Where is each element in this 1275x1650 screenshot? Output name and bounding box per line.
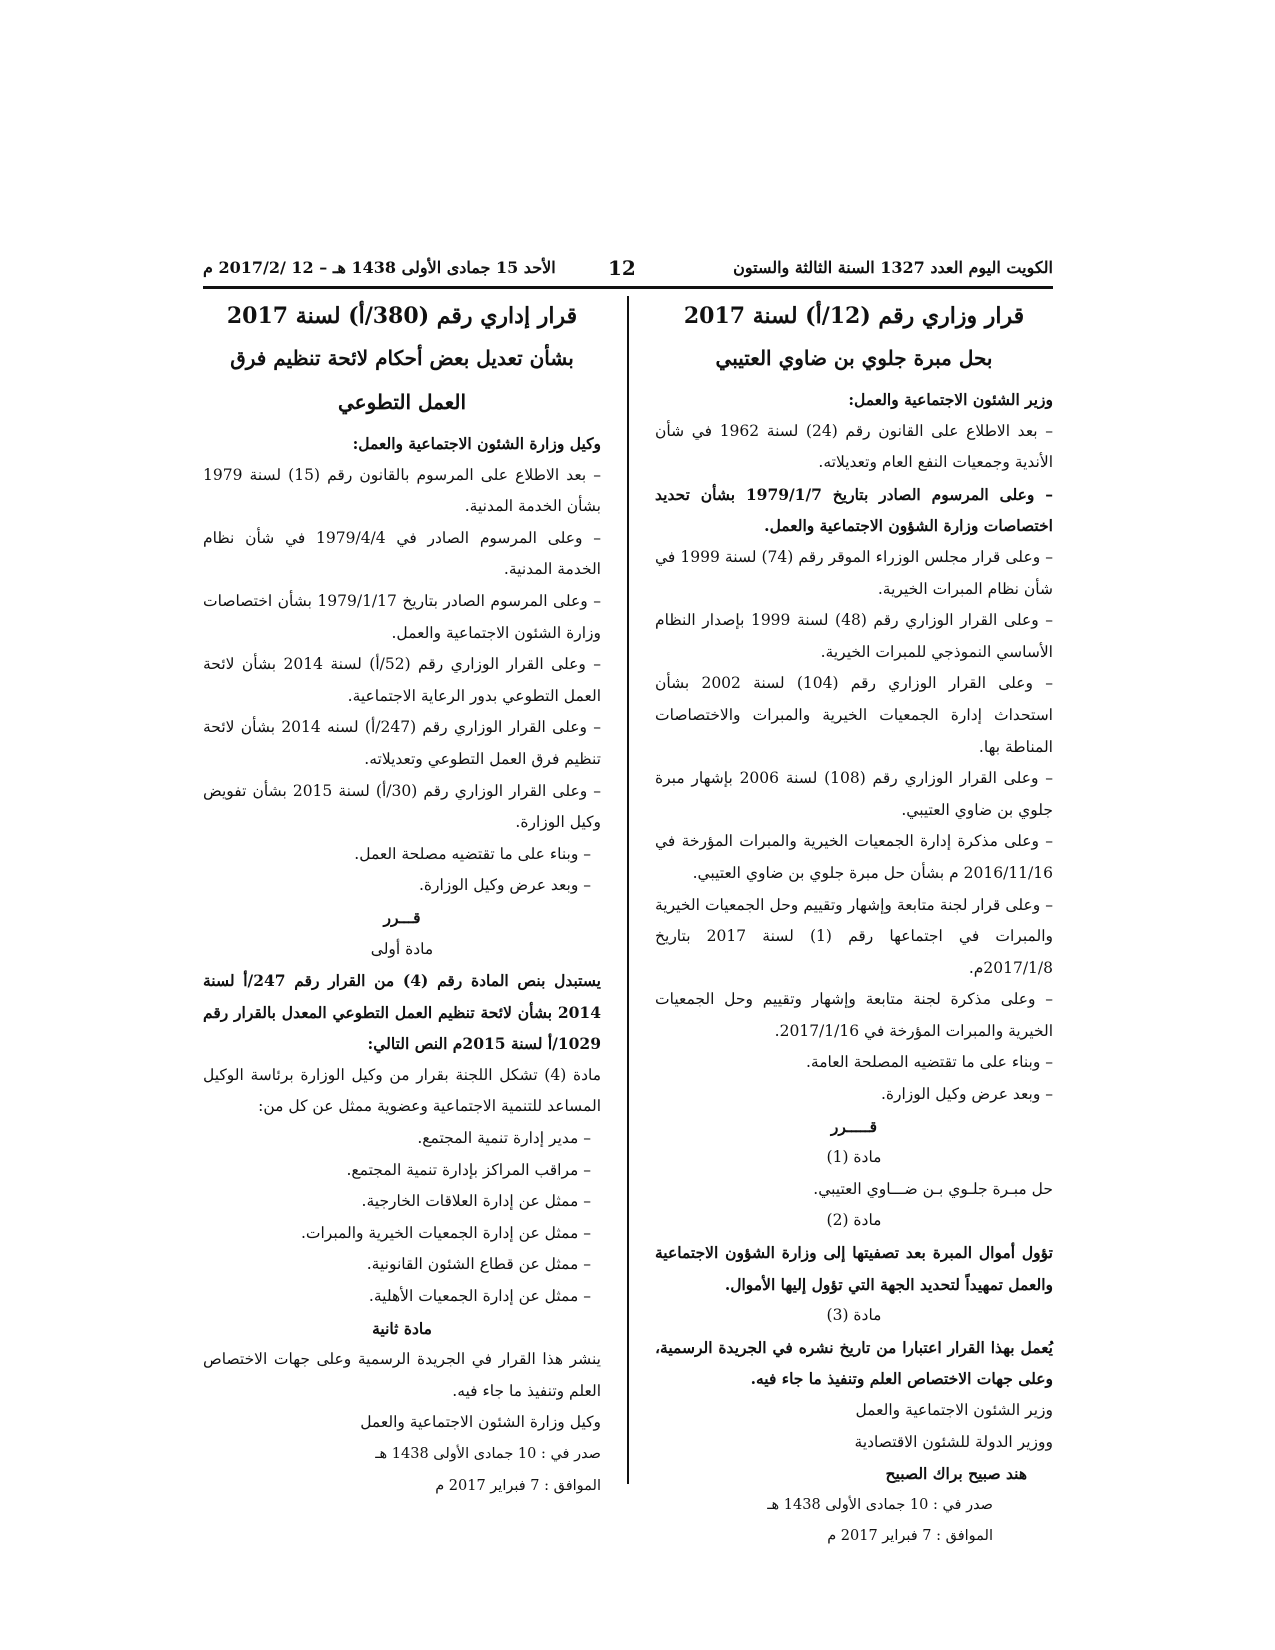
issued-hijri: صدر في : 10 جمادى الأولى 1438 هـ (767, 1496, 993, 1513)
signature-name: هند صبيح براك الصبيح (885, 1464, 1027, 1484)
clause: – وبعد عرض وكيل الوزارة. (418, 876, 591, 895)
member-item: – ممثل عن إدارة الجمعيات الأهلية. (368, 1287, 591, 1306)
issued-gregorian: الموافق : 7 فبراير 2017 م (827, 1528, 993, 1545)
member-item: – ممثل عن إدارة الجمعيات الخيرية والمبرات. (300, 1223, 591, 1242)
decree-title: قرار وزاري رقم (12/أ) لسنة 2017 (683, 303, 1025, 329)
left-column-decree (203, 296, 601, 1502)
clause: – وعلى مذكرة إدارة الجمعيات الخيرية والمبرات المؤرخة في 2016/11/16 م بشأن حل مبرة جلوي بن ضاوي العتيبي. (655, 832, 1053, 882)
clause: – بعد الاطلاع على القانون رقم (24) لسنة 1962 في شأن الأندية وجمعيات النفع العام وتعديلاته. (655, 421, 1053, 472)
decree-issuer: وزير الشئون الاجتماعية والعمل: (848, 390, 1053, 409)
article-heading: مادة (3) (826, 1306, 882, 1325)
clause: – وعلى القرار الوزاري رقم (247/أ) لسنه 2014 بشأن لائحة تنظيم فرق العمل التطوعي وتعديلاته. (203, 718, 601, 768)
clause: – وبناء على ما تقتضيه مصلحة العمل. (354, 844, 591, 863)
clause: – وعلى القرار الوزاري رقم (104) لسنة 2002 بشأن استحداث إدارة الجمعيات الخيرية والمبرات والاختصاصات المناطة بها. (655, 674, 1053, 756)
article-text: مادة (4) تشكل اللجنة بقرار من وكيل الوزارة برئاسة الوكيل المساعد للتنمية الاجتماعية وعضوية ممثل عن كل من: (203, 1065, 601, 1116)
clause: – بعد الاطلاع على المرسوم بالقانون رقم (15) لسنة 1979 بشأن الخدمة المدنية. (203, 465, 601, 516)
article-heading: مادة أولى (370, 939, 434, 958)
clause: – وعلى القرار الوزاري رقم (108) لسنة 2006 بإشهار مبرة جلوي بن ضاوي العتيبي. (655, 769, 1053, 819)
signature-title: وكيل وزارة الشئون الاجتماعية والعمل (360, 1413, 601, 1432)
clause: – وعلى المرسوم الصادر بتاريخ 1979/1/7 بشأن تحديد اختصاصات وزارة الشؤون الاجتماعية والعمل. (655, 484, 1053, 536)
right-column-decree (655, 296, 1053, 1553)
article-heading: مادة (2) (826, 1211, 882, 1230)
article-text: تؤول أموال المبرة بعد تصفيتها إلى وزارة الشؤون الاجتماعية والعمل تمهيداً لتحديد الجهة التي تؤول إليها الأموال. (655, 1243, 1053, 1294)
column-divider (627, 296, 629, 1484)
article-text: يستبدل بنص المادة رقم (4) من القرار رقم 247/أ لسنة 2014 بشأن لائحة تنظيم العمل التطوعي المعدل بالقرار رقم 1029/أ لسنة 2015م النص التالي: (203, 971, 602, 1054)
publication-info: الكويت اليوم العدد 1327 السنة الثالثة والستون (733, 258, 1053, 277)
header-rule (203, 286, 1053, 289)
article-heading: مادة (1) (826, 1148, 882, 1167)
page-number: 12 (608, 256, 636, 280)
clause: – وعلى المرسوم الصادر بتاريخ 1979/1/17 بشأن اختصاصات وزارة الشئون الاجتماعية والعمل. (203, 591, 602, 642)
signature-title: ووزير الدولة للشئون الاقتصادية (854, 1432, 1053, 1451)
clause: – وبناء على ما تقتضيه المصلحة العامة. (805, 1053, 1053, 1072)
article-heading: مادة ثانية (372, 1318, 432, 1338)
clause: – وبعد عرض وكيل الوزارة. (880, 1085, 1053, 1104)
member-item: – ممثل عن إدارة العلاقات الخارجية. (361, 1192, 591, 1211)
clause: – وعلى قرار مجلس الوزراء الموقر رقم (74) لسنة 1999 في شأن نظام المبرات الخيرية. (655, 547, 1053, 598)
issue-date: الأحد 15 جمادى الأولى 1438 هـ – 12 /2017/2 م (203, 258, 556, 277)
decree-issuer: وكيل وزارة الشئون الاجتماعية والعمل: (352, 434, 601, 453)
decision-word: قـــــرر (830, 1116, 878, 1136)
article-text: ينشر هذا القرار في الجريدة الرسمية وعلى جهات الاختصاص العلم وتنفيذ ما جاء فيه. (203, 1350, 601, 1400)
article-text: يُعمل بهذا القرار اعتبارا من تاريخ نشره في الجريدة الرسمية، وعلى جهات الاختصاص العلم وتنفيذ ما جاء فيه. (655, 1337, 1053, 1389)
page-header (203, 258, 1053, 288)
clause: – وعلى المرسوم الصادر في 1979/4/4 في شأن نظام الخدمة المدنية. (203, 528, 601, 579)
clause: – وعلى مذكرة لجنة متابعة وإشهار وتقييم وحل الجمعيات الخيرية والمبرات المؤرخة في 2017/1/16. (655, 990, 1053, 1040)
clause: – وعلى القرار الوزاري رقم (30/أ) لسنة 2015 بشأن تفويض وكيل الوزارة. (203, 781, 601, 832)
decree-subtitle: بحل مبرة جلوي بن ضاوي العتيبي (715, 346, 993, 370)
clause: – وعلى قرار لجنة متابعة وإشهار وتقييم وحل الجمعيات الخيرية والمبرات في اجتماعها رقم (1) لسنة 2017 بتاريخ 2017/1/8م. (655, 895, 1053, 977)
issued-gregorian: الموافق : 7 فبراير 2017 م (435, 1477, 601, 1494)
decree-subtitle: بشأن تعديل بعض أحكام لائحة تنظيم فرق العمل التطوعي (230, 346, 574, 414)
signature-title: وزير الشئون الاجتماعية والعمل (855, 1401, 1053, 1419)
clause: – وعلى القرار الوزاري رقم (48) لسنة 1999 بإصدار النظام الأساسي النموذجي للمبرات الخيرية. (655, 611, 1053, 661)
article-text: حل مبـرة جلـوي بـن ضـــاوي العتيبي. (813, 1179, 1053, 1198)
clause: – وعلى القرار الوزاري رقم (52/أ) لسنة 2014 بشأن لائحة العمل التطوعي بدور الرعاية الاجتماعية. (203, 655, 601, 705)
member-item: – مدير إدارة تنمية المجتمع. (417, 1129, 591, 1148)
member-item: – ممثل عن قطاع الشئون القانونية. (366, 1255, 591, 1274)
issued-hijri: صدر في : 10 جمادى الأولى 1438 هـ (375, 1446, 601, 1462)
decision-word: قـــرر (383, 907, 421, 927)
member-item: – مراقب المراكز بإدارة تنمية المجتمع. (346, 1160, 591, 1179)
decree-title: قرار إداري رقم (380/أ) لسنة 2017 (226, 303, 578, 329)
